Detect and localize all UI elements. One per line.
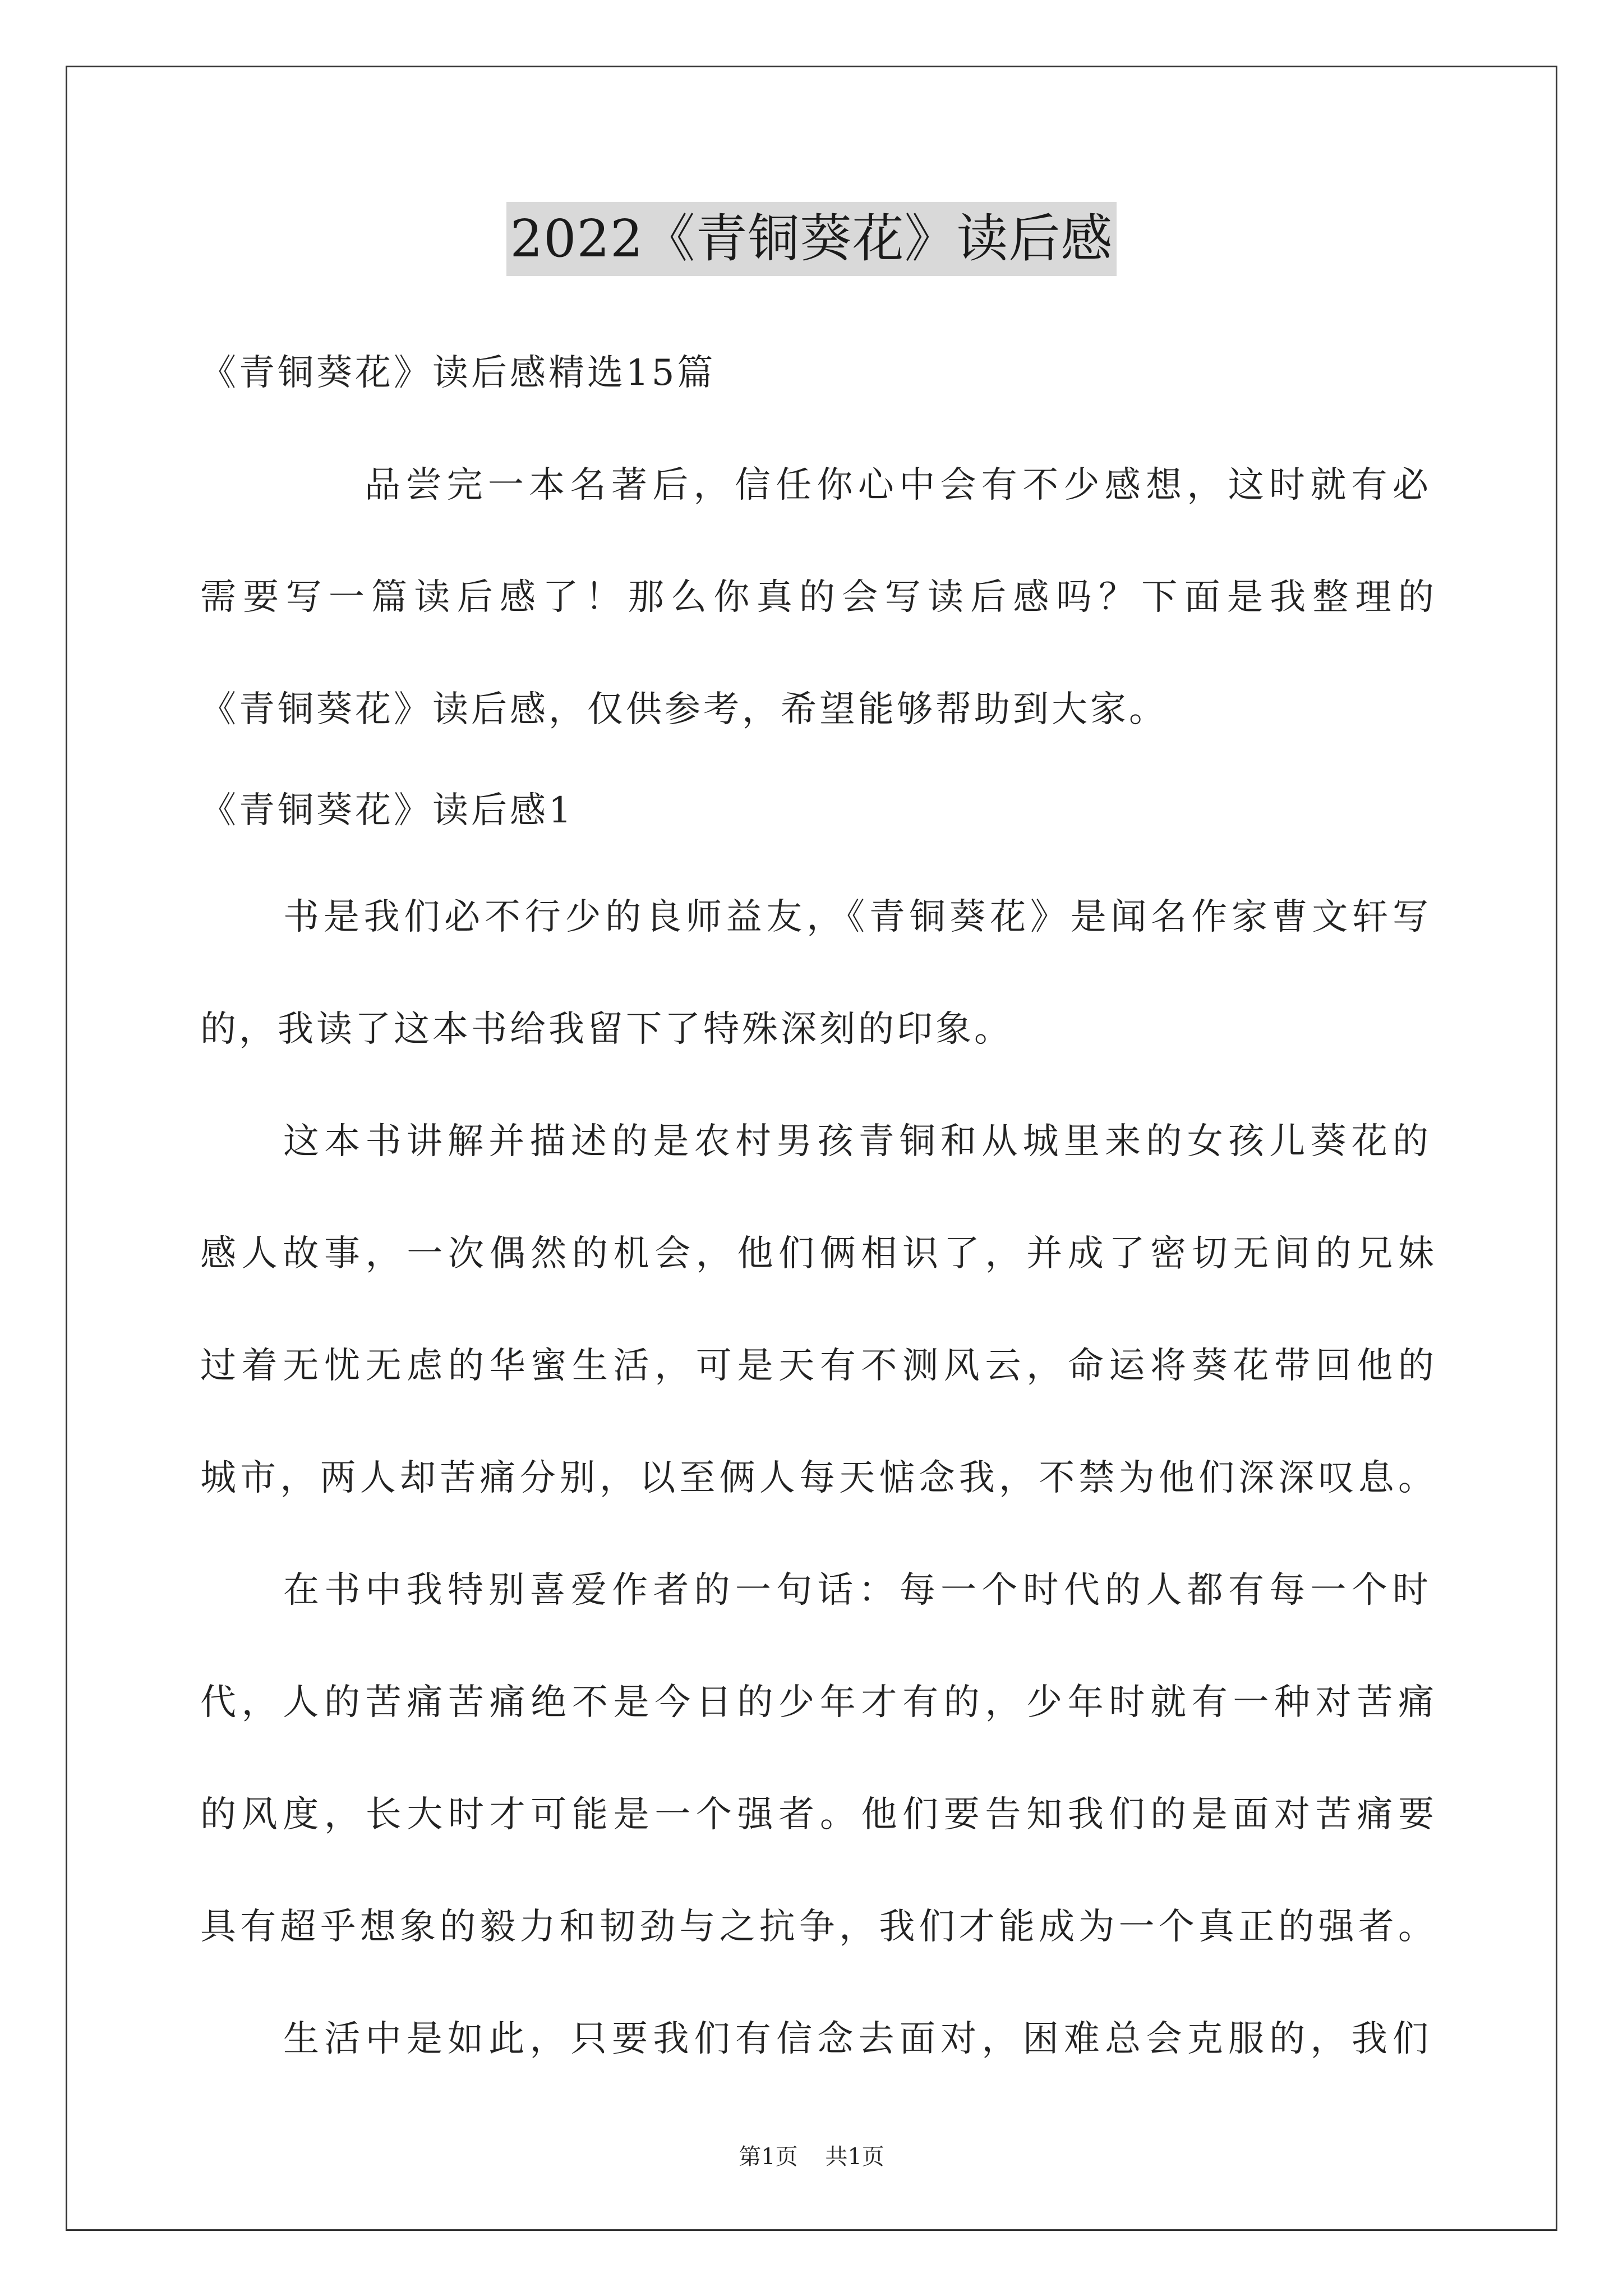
paragraph2-line-1: 这本书讲解并描述的是农村男孩青铜和从城里来的女孩儿葵花的 xyxy=(283,1121,1428,1162)
paragraph4-line-1: 生活中是如此，只要我们有信念去面对，困难总会克服的，我们 xyxy=(283,2018,1428,2060)
intro-line-1: 品尝完一本名著后，信任你心中会有不少感想，这时就有必 xyxy=(365,464,1428,506)
page-number-current: 第1页 xyxy=(739,2144,798,2170)
title-container xyxy=(0,202,1623,276)
section-heading: 《青铜葵花》读后感1 xyxy=(200,790,574,831)
paragraph1-line-2: 的，我读了这本书给我留下了特殊深刻的印象。 xyxy=(200,1009,1013,1050)
paragraph3-line-3: 的风度，长大时才可能是一个强者。他们要告知我们的是面对苦痛要 xyxy=(200,1794,1434,1835)
paragraph3-line-4: 具有超乎想象的毅力和韧劲与之抗争，我们才能成为一个真正的强者。 xyxy=(200,1906,1434,1948)
intro-line-2: 需要写一篇读后感了！那么你真的会写读后感吗？下面是我整理的 xyxy=(200,577,1434,618)
paragraph2-line-2: 感人故事，一次偶然的机会，他们俩相识了，并成了密切无间的兄妹 xyxy=(200,1233,1434,1274)
paragraph2-line-3: 过着无忧无虑的华蜜生活，可是天有不测风云，命运将葵花带回他的 xyxy=(200,1345,1434,1387)
paragraph2-line-4: 城市，两人却苦痛分别，以至俩人每天惦念我，不禁为他们深深叹息。 xyxy=(200,1457,1434,1499)
paragraph1-line-1: 书是我们必不行少的良师益友，《青铜葵花》是闻名作家曹文轩写 xyxy=(283,896,1428,938)
page-number-total: 共1页 xyxy=(825,2144,884,2170)
intro-line-3: 《青铜葵花》读后感，仅供参考，希望能够帮助到大家。 xyxy=(200,689,1168,730)
document-subtitle: 《青铜葵花》读后感精选15篇 xyxy=(200,352,716,394)
document-title: 2022《青铜葵花》读后感 xyxy=(506,202,1116,276)
paragraph3-line-2: 代，人的苦痛苦痛绝不是今日的少年才有的，少年时就有一种对苦痛 xyxy=(200,1682,1434,1723)
page-footer xyxy=(0,2143,1623,2171)
paragraph3-line-1: 在书中我特别喜爱作者的一句话：每一个时代的人都有每一个时 xyxy=(283,1570,1428,1611)
